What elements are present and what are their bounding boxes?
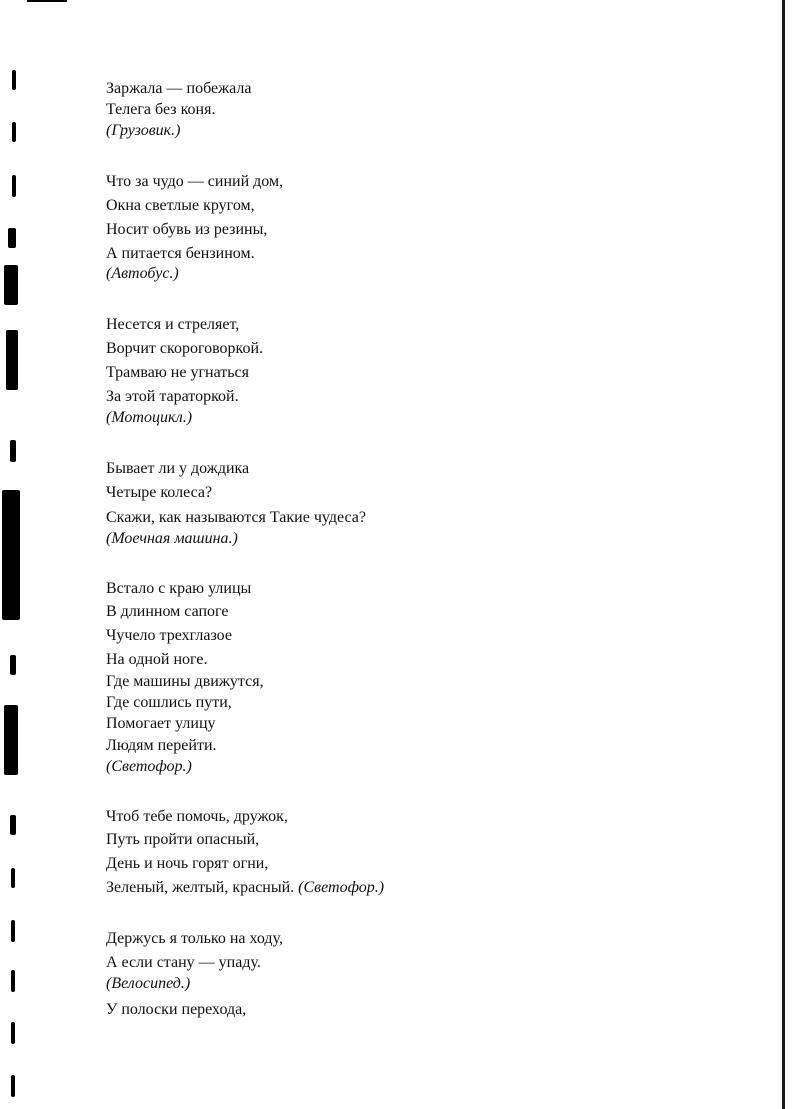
text-line: Чтоб тебе помочь, дружок, — [106, 808, 288, 825]
answer-line: (Светофор.) — [106, 758, 192, 775]
scan-mark — [11, 1022, 15, 1044]
text-line: Заржала — побежала — [106, 80, 252, 97]
answer-line: (Грузовик.) — [106, 122, 181, 139]
text-line: Четыре колеса? — [106, 484, 213, 501]
text-line: Бывает ли у дождика — [106, 460, 250, 477]
scan-mark — [11, 920, 15, 942]
text-line: Телега без коня. — [106, 101, 216, 118]
text-line: За этой тараторкой. — [106, 388, 239, 405]
text-line: Что за чудо — синий дом, — [106, 173, 284, 190]
text-line: А питается бензином. — [106, 245, 255, 262]
text-line: Где машины движутся, — [106, 673, 264, 690]
answer-line: (Автобус.) — [106, 265, 179, 282]
scan-mark — [12, 70, 16, 90]
text-line: На одной ноге. — [106, 651, 208, 668]
scan-mark — [12, 175, 16, 197]
text-line — [106, 879, 384, 897]
text-line: У полоски перехода, — [106, 1001, 247, 1018]
text-line: А если стану — упаду. — [106, 954, 261, 971]
scan-mark — [4, 265, 18, 305]
text-line: Носит обувь из резины, — [106, 221, 268, 238]
scan-mark — [11, 1075, 15, 1097]
scan-mark — [12, 122, 16, 142]
answer-line: (Моечная машина.) — [106, 530, 238, 547]
text-line: Несется и стреляет, — [106, 316, 240, 333]
scan-mark — [2, 490, 20, 620]
text-line: День и ночь горят огни, — [106, 855, 269, 872]
scan-artifact-top — [27, 0, 67, 2]
text-line: Где сошлись пути, — [106, 694, 232, 711]
text-line: Ворчит скороговоркой. — [106, 340, 264, 357]
answer-inline: (Светофор.) — [298, 879, 385, 896]
text-line: Держусь я только на ходу, — [106, 930, 283, 947]
scan-mark — [6, 330, 18, 390]
scan-mark — [4, 705, 18, 775]
text-line: Трамваю не угнаться — [106, 364, 250, 381]
scan-mark — [11, 970, 15, 992]
answer-line: (Мотоцикл.) — [106, 409, 193, 426]
text-line: Чучело трехглазое — [106, 627, 232, 644]
scan-mark — [11, 868, 15, 888]
text-line: Людям перейти. — [106, 737, 217, 754]
answer-line: (Велосипед.) — [106, 975, 191, 992]
text-segment: Зеленый, желтый, красный. — [106, 879, 295, 896]
text-line: Помогает улицу — [106, 715, 216, 732]
scan-right-edge — [782, 0, 785, 1109]
scan-mark — [10, 440, 16, 462]
text-line: Окна светлые кругом, — [106, 197, 255, 214]
text-line: Скажи, как называются Такие чудеса? — [106, 509, 366, 526]
scan-mark — [8, 228, 16, 248]
text-line: Путь пройти опасный, — [106, 831, 260, 848]
text-line: Встало с краю улицы — [106, 580, 252, 597]
text-line: В длинном сапоге — [106, 603, 229, 620]
scan-mark — [10, 815, 16, 835]
scan-mark — [10, 655, 16, 675]
